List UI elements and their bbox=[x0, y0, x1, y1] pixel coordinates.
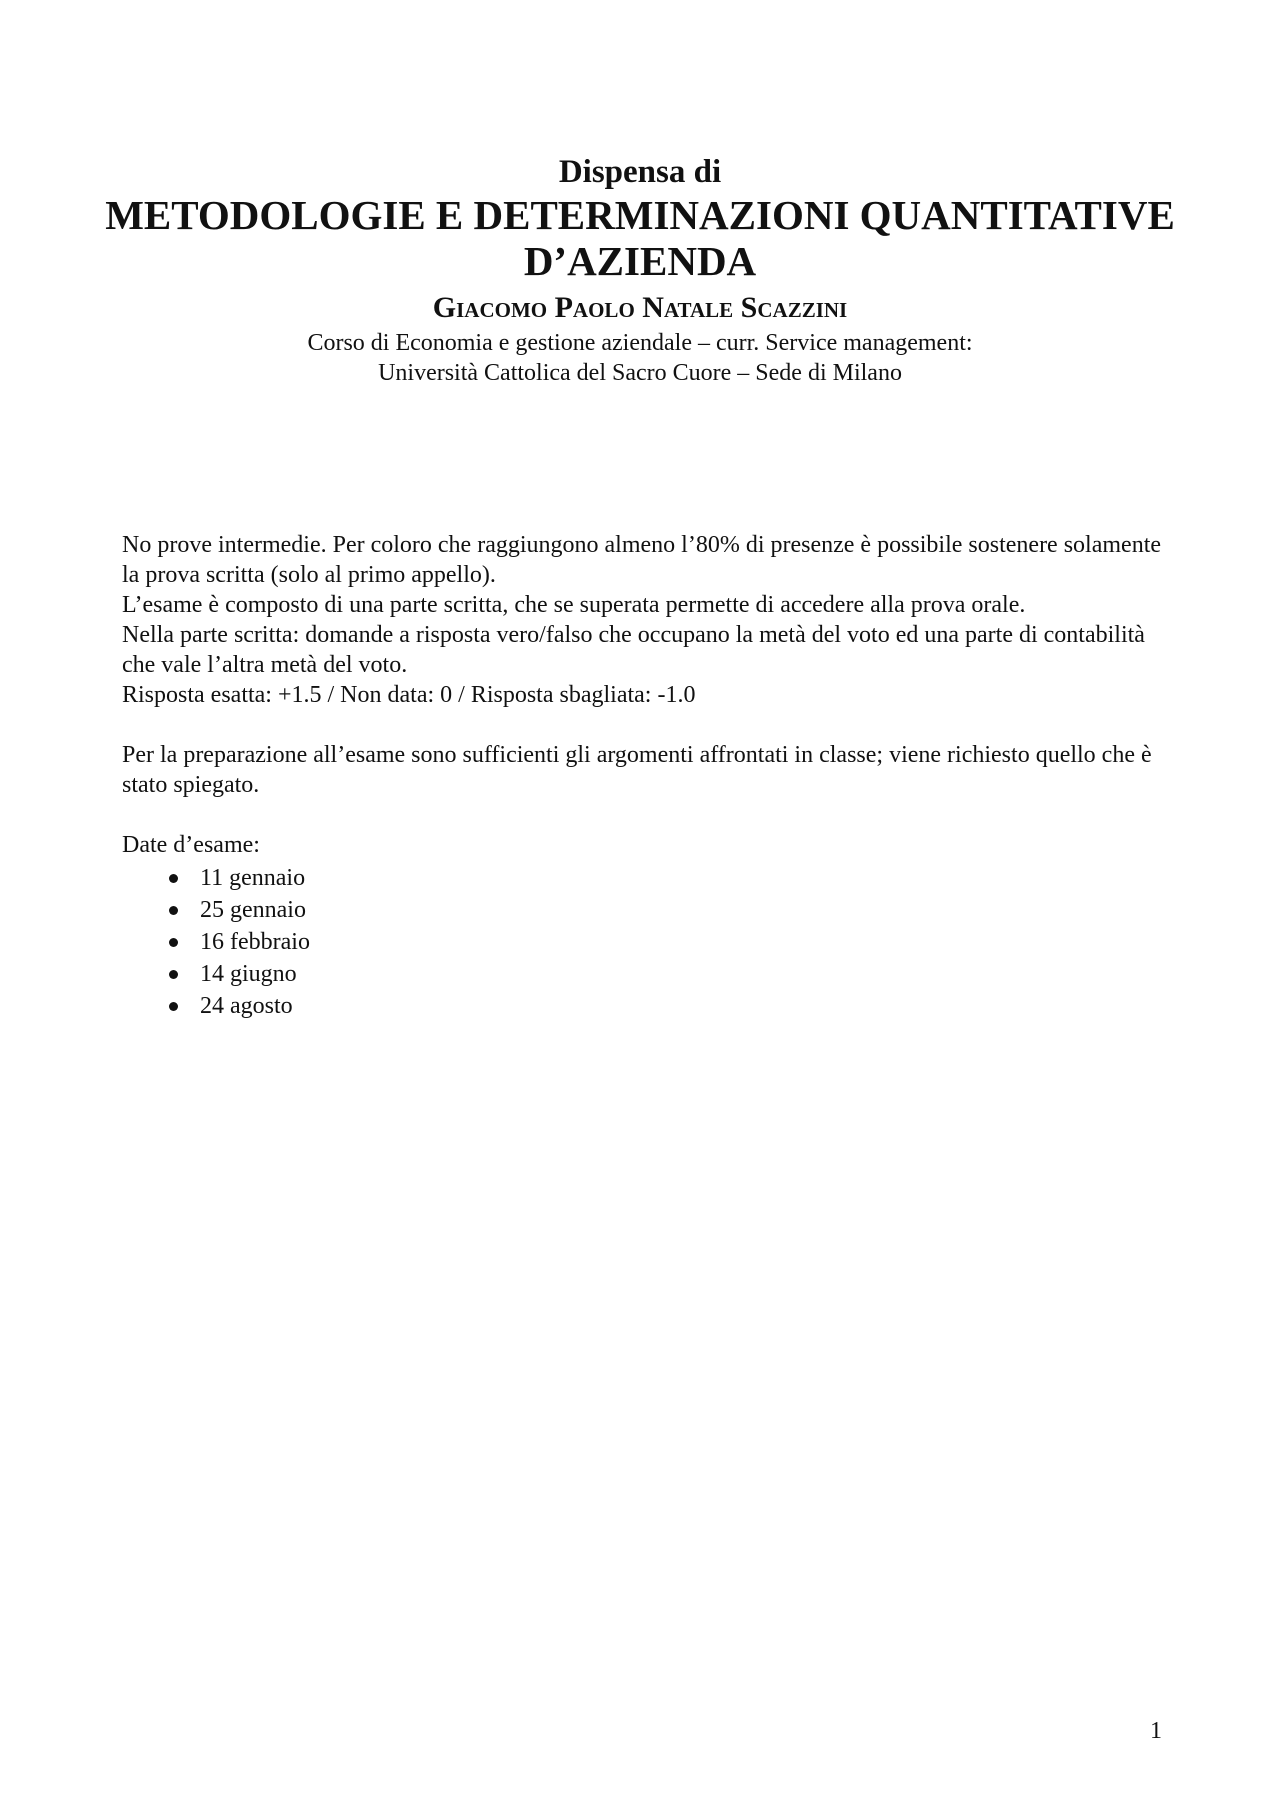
document-body bbox=[122, 530, 1172, 1022]
exam-date: 14 giugno bbox=[200, 961, 297, 987]
page-number: 1 bbox=[1150, 1718, 1162, 1744]
exam-date: 11 gennaio bbox=[200, 865, 306, 891]
exam-date: 25 gennaio bbox=[200, 897, 306, 923]
bullet-icon bbox=[169, 970, 178, 979]
author-name: Giacomo Paolo Natale Scazzini bbox=[432, 291, 848, 324]
scoring-line: Risposta esatta: +1.5 / Non data: 0 / Risposta sbagliata: -1.0 bbox=[122, 682, 696, 708]
list-item bbox=[122, 894, 1172, 926]
document-title: METODOLOGIE E DETERMINAZIONI QUANTITATIVE D’AZIENDA bbox=[105, 192, 1175, 284]
pre-title: Dispensa di bbox=[558, 154, 722, 190]
dates-heading: Date d’esame: bbox=[122, 832, 260, 858]
written-part-paragraph: Nella parte scritta: domande a risposta vero/falso che occupano la metà del voto ed una parte di contabilità che vale l’altra metà del voto. bbox=[122, 622, 1145, 678]
exam-dates-list bbox=[122, 862, 1172, 1022]
bullet-icon bbox=[169, 874, 178, 883]
preparation-paragraph: Per la preparazione all’esame sono sufficienti gli argomenti affrontati in classe; viene richiesto quello che è stato spiegato. bbox=[122, 742, 1152, 798]
list-item bbox=[122, 990, 1172, 1022]
exam-structure-paragraph: L’esame è composto di una parte scritta, che se superata permette di accedere alla prova orale. bbox=[122, 592, 1026, 618]
document-header bbox=[0, 152, 1280, 388]
exam-rules-paragraph: No prove intermedie. Per coloro che raggiungono almeno l’80% di presenze è possibile sostenere solamente la prova scritta (solo al primo appello). bbox=[122, 532, 1162, 588]
paragraph-spacer bbox=[122, 710, 1172, 740]
list-item bbox=[122, 926, 1172, 958]
university-line: Università Cattolica del Sacro Cuore – Sede di Milano bbox=[378, 360, 902, 386]
bullet-icon bbox=[169, 938, 178, 947]
paragraph-spacer bbox=[122, 800, 1172, 830]
list-item bbox=[122, 862, 1172, 894]
list-item bbox=[122, 958, 1172, 990]
exam-date: 24 agosto bbox=[200, 993, 293, 1019]
exam-date: 16 febbraio bbox=[200, 929, 310, 955]
bullet-icon bbox=[169, 906, 178, 915]
course-line: Corso di Economia e gestione aziendale – curr. Service management: bbox=[307, 330, 973, 356]
bullet-icon bbox=[169, 1002, 178, 1011]
